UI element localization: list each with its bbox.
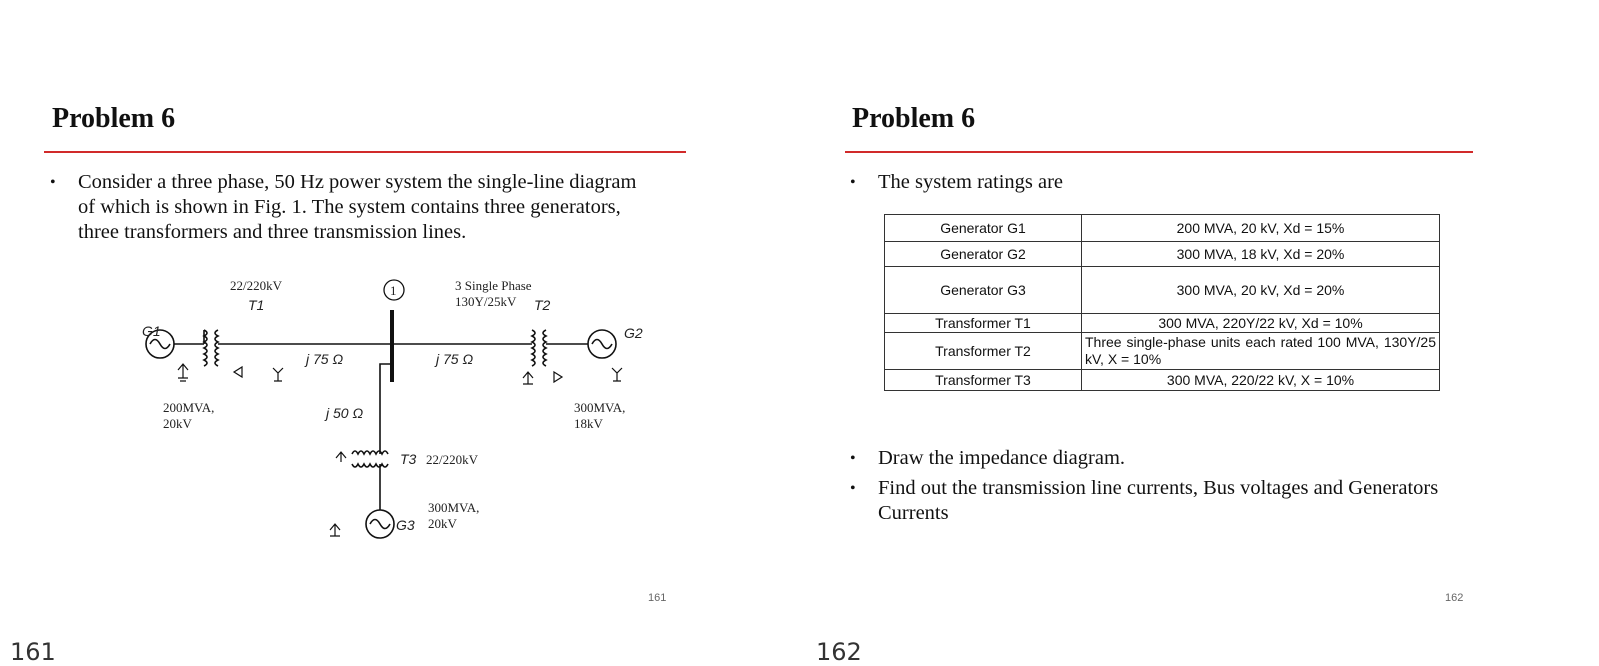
t1-label: T1 — [248, 297, 265, 313]
title-rule — [845, 151, 1473, 153]
slide-title: Problem 6 — [852, 103, 976, 134]
table-row — [885, 370, 1440, 391]
slide-161 — [40, 0, 740, 663]
transformer-t2-symbol — [532, 330, 535, 366]
bus-1-label: 1 — [390, 283, 397, 298]
slide-number: 162 — [1445, 592, 1464, 604]
table-cell: 300 MVA, 220Y/22 kV, Xd = 10% — [1082, 314, 1440, 333]
g2-rating-line2: 18kV — [574, 416, 603, 431]
table-cell: Generator G3 — [885, 267, 1082, 314]
g1-rating-line1: 200MVA, — [163, 400, 215, 415]
table-cell: Transformer T1 — [885, 314, 1082, 333]
t2-label: T2 — [534, 297, 551, 313]
table-cell: Transformer T2 — [885, 333, 1082, 370]
bullet-dot: • — [50, 174, 56, 191]
bullet-item — [850, 476, 1438, 526]
g3-rating-line2: 20kV — [428, 516, 457, 531]
page-number-left: 161 — [10, 638, 56, 666]
t3-label: T3 — [400, 451, 417, 467]
table-cell: 300 MVA, 18 kV, Xd = 20% — [1082, 242, 1440, 267]
bullet-item — [850, 170, 1063, 195]
table-cell: Three single-phase units each rated 100 MVA, 130Y/25 kV, X = 10% — [1082, 333, 1440, 370]
g2-rating-line1: 300MVA, — [574, 400, 626, 415]
t3-rating: 22/220kV — [426, 452, 478, 467]
single-line-diagram — [100, 272, 660, 552]
bullet-text: Draw the impedance diagram. — [878, 447, 1126, 469]
table-row — [885, 333, 1440, 370]
intro-text: The system ratings are — [878, 171, 1064, 193]
t2-rating-line1: 3 Single Phase — [455, 278, 532, 293]
t2-rating-line2: 130Y/25kV — [455, 294, 517, 309]
bullet-dot: • — [850, 480, 856, 497]
slide-number: 161 — [648, 592, 667, 604]
table-row — [885, 215, 1440, 242]
title-rule — [44, 151, 686, 153]
line2-impedance: j 75 Ω — [436, 351, 474, 367]
t1-rating: 22/220kV — [230, 278, 282, 293]
table-row — [885, 314, 1440, 333]
g3-label: G3 — [396, 517, 415, 533]
bullet-text: Find out the transmission line currents, Bus voltages and Generators Currents — [878, 477, 1439, 524]
bullet-item — [50, 170, 636, 245]
transformer-t3-symbol — [352, 451, 388, 454]
slide-title: Problem 6 — [52, 103, 176, 134]
table-cell: Transformer T3 — [885, 370, 1082, 391]
table-row — [885, 242, 1440, 267]
table-cell: Generator G1 — [885, 215, 1082, 242]
ratings-table — [884, 214, 1440, 391]
bullet-dot: • — [850, 174, 856, 191]
table-cell: 200 MVA, 20 kV, Xd = 15% — [1082, 215, 1440, 242]
line1-impedance: j 75 Ω — [306, 351, 344, 367]
bullet-text: Consider a three phase, 50 Hz power system the single-line diagram of which is shown in Fig. 1. The system contains three generators, three transformers and three transmission lines. — [78, 171, 637, 243]
bullet-item — [850, 446, 1125, 471]
table-cell: 300 MVA, 220/22 kV, X = 10% — [1082, 370, 1440, 391]
line3-impedance: j 50 Ω — [326, 405, 364, 421]
bullet-dot: • — [850, 450, 856, 467]
slide-162 — [845, 0, 1545, 663]
table-cell: Generator G2 — [885, 242, 1082, 267]
table-row — [885, 267, 1440, 314]
g3-rating-line1: 300MVA, — [428, 500, 480, 515]
g1-label: G1 — [142, 323, 161, 339]
g1-rating-line2: 20kV — [163, 416, 192, 431]
g2-label: G2 — [624, 325, 643, 341]
table-cell: 300 MVA, 20 kV, Xd = 20% — [1082, 267, 1440, 314]
page-number-right: 162 — [816, 638, 862, 666]
